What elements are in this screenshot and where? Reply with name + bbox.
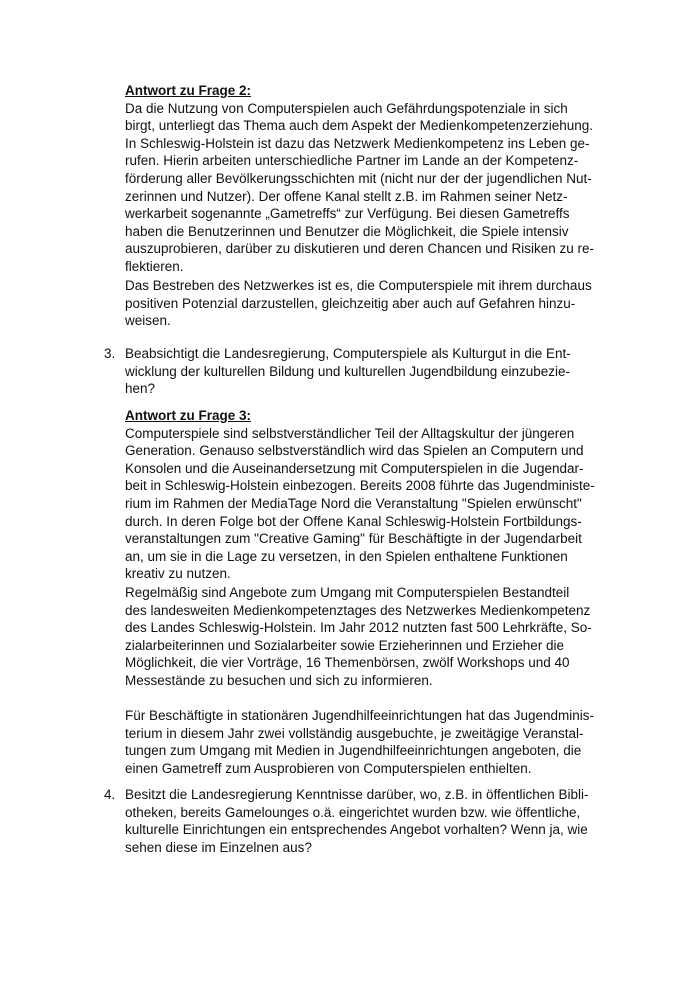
text-line: werkarbeit sogenannte „Gametreffs“ zur Verfügung. Bei diesen Gametreffs bbox=[125, 206, 570, 222]
text-line: Das Bestreben des Netzwerkes ist es, die Computerspiele mit ihrem durchaus bbox=[125, 278, 592, 293]
question-4-number: 4. bbox=[104, 787, 116, 802]
answer-2-section bbox=[125, 82, 615, 276]
text-line: Messestände zu besuchen und sich zu informieren. bbox=[125, 672, 433, 688]
text-line: positiven Potenzial darzustellen, gleichzeitig aber auch auf Gefahren hinzu- bbox=[125, 295, 576, 311]
text-line: Möglichkeit, die vier Vorträge, 16 Themenbörsen, zwölf Workshops und 40 bbox=[125, 655, 570, 671]
text-line: weisen. bbox=[125, 313, 171, 329]
text-line: kulturelle Einrichtungen ein entsprechendes Angebot vorhalten? Wenn ja, wie bbox=[125, 822, 588, 838]
text-line: kreativ zu nutzen. bbox=[125, 566, 231, 582]
answer-3-paragraph-3 bbox=[125, 707, 615, 777]
text-line: Da die Nutzung von Computerspielen auch Gefährdungspotenziale in sich bbox=[125, 100, 568, 116]
text-line: wicklung der kulturellen Bildung und kulturellen Jugendbildung einzubezie- bbox=[125, 363, 571, 379]
text-line: Konsolen und die Auseinandersetzung mit Computerspielen in die Jugendar- bbox=[125, 460, 584, 476]
text-line: haben die Benutzerinnen und Benutzer die Möglichkeit, die Spiele intensiv bbox=[125, 223, 569, 239]
question-3-text bbox=[125, 345, 571, 398]
text-line: Generation. Genauso selbstverständlich wird das Spielen an Computern und bbox=[125, 443, 584, 459]
text-line: durch. In deren Folge bot der Offene Kanal Schleswig-Holstein Fortbildungs- bbox=[125, 513, 582, 529]
answer-2-paragraph-1 bbox=[125, 100, 615, 276]
answer-3-heading: Antwort zu Frage 3: bbox=[125, 408, 252, 423]
answer-3-paragraph-1 bbox=[125, 425, 615, 583]
text-line: rufen. Hierin arbeiten unterschiedliche Partner im Lande an der Kompetenz- bbox=[125, 153, 579, 169]
text-line: Besitzt die Landesregierung Kenntnisse darüber, wo, z.B. in öffentlichen Bibli- bbox=[125, 787, 589, 802]
text-line: einen Gametreff zum Ausprobieren von Computerspielen enthielten. bbox=[125, 760, 532, 776]
text-line: zialarbeiterinnen und Sozialarbeiter sowie Erzieherinnen und Erzieher die bbox=[125, 637, 565, 653]
text-line: zerinnen und Nutzer). Der offene Kanal stellt z.B. im Rahmen seiner Netz- bbox=[125, 188, 568, 204]
text-line: Beabsichtigt die Landesregierung, Computerspiele als Kulturgut in die Ent- bbox=[125, 346, 571, 361]
answer-2-paragraph-2 bbox=[125, 277, 615, 330]
text-line: des landesweiten Medienkompetenztages des Netzwerkes Medienkompetenz bbox=[125, 602, 591, 618]
text-line: beit in Schleswig-Holstein einbezogen. Bereits 2008 führte das Jugendministe- bbox=[125, 478, 595, 494]
text-line: sehen diese im Einzelnen aus? bbox=[125, 839, 312, 855]
text-line: veranstaltungen zum "Creative Gaming" für Beschäftigte in der Jugendarbeit bbox=[125, 531, 582, 547]
text-line: In Schleswig-Holstein ist dazu das Netzwerk Medienkompetenz ins Leben ge- bbox=[125, 135, 590, 151]
answer-3-paragraph-2 bbox=[125, 584, 615, 690]
text-line: auszuprobieren, darüber zu diskutieren und deren Chancen und Risiken zu re- bbox=[125, 241, 595, 257]
answer-3-section bbox=[125, 407, 615, 583]
text-line: rium im Rahmen der MediaTage Nord die Veranstaltung "Spielen erwünscht" bbox=[125, 495, 582, 511]
text-line: tungen zum Umgang mit Medien in Jugendhilfeeinrichtungen angeboten, die bbox=[125, 743, 582, 759]
text-line: an, um sie in die Lage zu versetzen, in den Spielen enthaltene Funktionen bbox=[125, 548, 568, 564]
question-4-text bbox=[125, 786, 589, 856]
text-line: Computerspiele sind selbstverständlicher Teil der Alltagskultur der jüngeren bbox=[125, 425, 575, 441]
text-line: flektieren. bbox=[125, 258, 184, 274]
question-3-number: 3. bbox=[104, 346, 116, 361]
text-line: birgt, unterliegt das Thema auch dem Aspekt der Medienkompetenzerziehung. bbox=[125, 118, 594, 134]
text-line: terium in diesem Jahr zwei vollständig ausgebuchte, je zweitägige Veranstal- bbox=[125, 725, 584, 741]
text-line: otheken, bereits Gamelounges o.ä. eingerichtet wurden bzw. wie öffentliche, bbox=[125, 804, 581, 820]
text-line: hen? bbox=[125, 381, 156, 397]
text-line: förderung aller Bevölkerungsschichten mit (nicht nur der der jugendlichen Nut- bbox=[125, 170, 592, 186]
text-line: Für Beschäftigte in stationären Jugendhilfeeinrichtungen hat das Jugendminis- bbox=[125, 708, 595, 723]
text-line: des Landes Schleswig-Holstein. Im Jahr 2012 nutzten fast 500 Lehrkräfte, So- bbox=[125, 620, 592, 636]
answer-2-heading: Antwort zu Frage 2: bbox=[125, 83, 252, 98]
text-line: Regelmäßig sind Angebote zum Umgang mit Computerspielen Bestandteil bbox=[125, 585, 570, 600]
